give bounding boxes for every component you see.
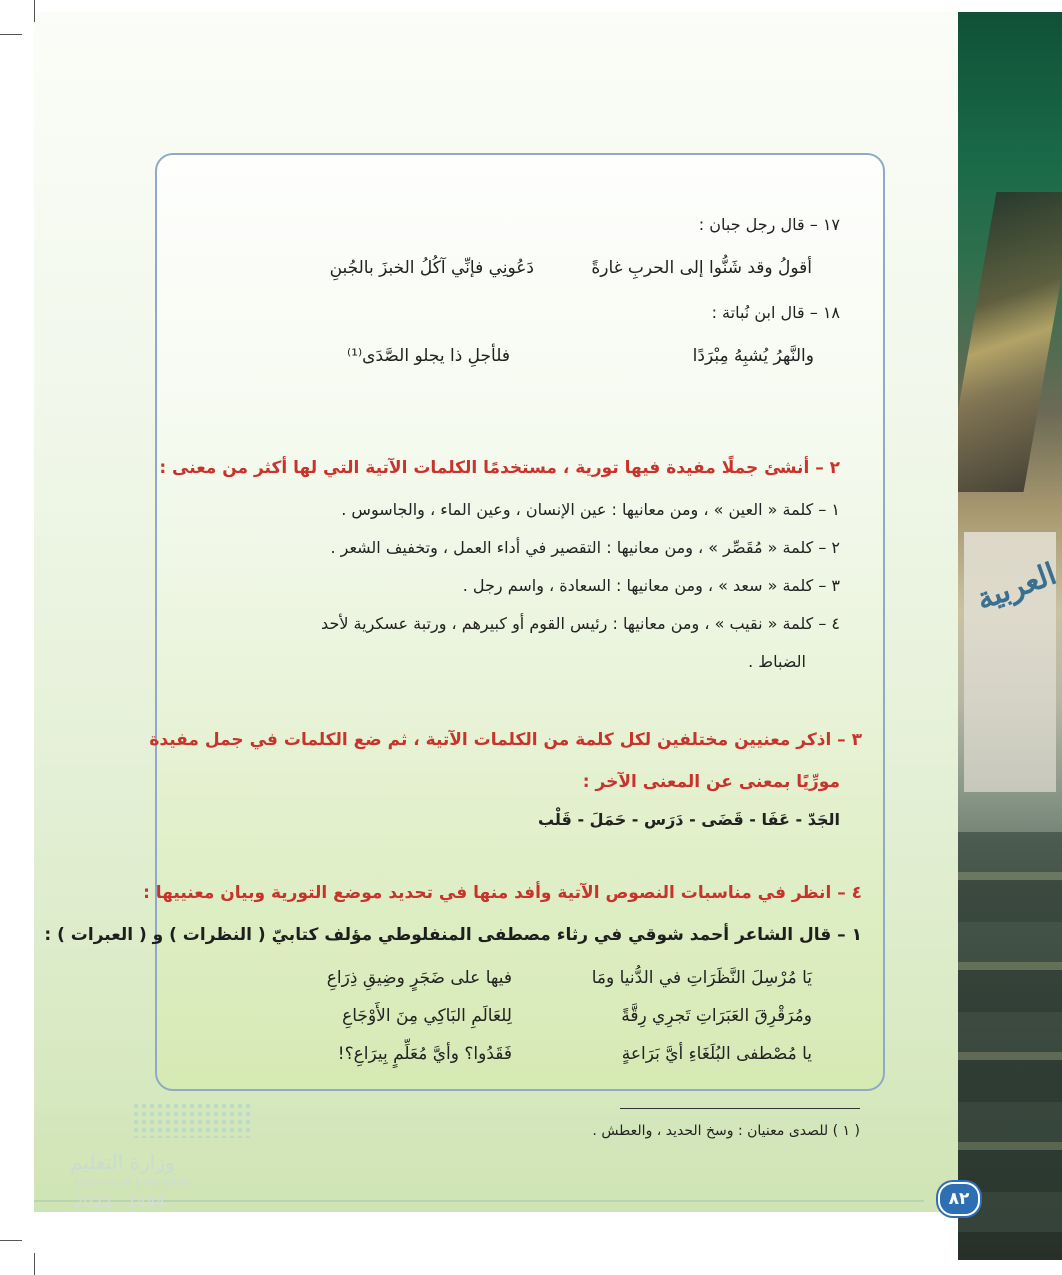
page-number: ٨٢	[938, 1182, 980, 1216]
crop-mark	[0, 1240, 22, 1241]
exercise-3-title: ٣ – اذكر معنيين مختلفين لكل كلمة من الكلمات الآتية ، ثم ضع الكلمات في جمل مفيدة	[149, 730, 862, 750]
q17-verse-first-half: أقولُ وقد شَنُّوا إلى الحربِ غارةً	[591, 258, 812, 278]
q17-intro: ١٧ – قال رجل جبان :	[698, 215, 840, 234]
exercise-3-title-continued: مورِّيًا بمعنى عن المعنى الآخر :	[582, 772, 840, 792]
exercise-4-subtitle: ١ – قال الشاعر أحمد شوقي في رثاء مصطفى المنفلوطي مؤلف كتابيّ ( النظرات ) و ( العبرات ) :	[44, 925, 862, 945]
decorative-side-image	[958, 12, 1062, 1260]
exercise-2-item: ٣ – كلمة « سعد » ، ومن معانيها : السعادة ، واسم رجل .	[462, 576, 840, 595]
exercise-2-item: ٢ – كلمة « مُقَصِّر » ، ومن معانيها : التقصير في أداء العمل ، وتخفيف الشعر .	[330, 538, 840, 557]
q17-verse-second-half: دَعُونِي فإنِّي آكُلُ الخبزَ بالجُبنِ	[329, 258, 534, 278]
crop-mark	[34, 1253, 35, 1275]
crop-mark	[34, 0, 35, 22]
q18-intro: ١٨ – قال ابن نُباتة :	[711, 303, 840, 322]
footnote-separator	[620, 1108, 860, 1109]
shawqi-verse-second-half: فَقَدُوا؟ وأيَّ مُعَلِّمٍ بِيرَاعِ؟!	[337, 1044, 512, 1064]
exercise-3-words: الجَدّ - عَفَا - قَضَى - دَرَس - حَمَلَ - قَلْب	[537, 810, 840, 829]
ministry-logo-arabic: وزارة التعليم	[70, 1150, 175, 1174]
q18-verse-second-half: فلأجلِ ذا يجلو الصَّدَى⁽¹⁾	[346, 346, 510, 366]
exercise-2-item-continuation: الضباط .	[748, 652, 806, 671]
shawqi-verse-first-half: يا مُصْطفى البُلَغَاءِ أيَّ بَرَاعةٍ	[621, 1044, 812, 1064]
shawqi-verse-first-half: ومُرَقْرِقَ العَبَرَاتِ تَجرِي رِقَّةً	[621, 1006, 812, 1026]
footer-line	[34, 1200, 924, 1202]
crop-mark	[0, 34, 22, 35]
footnote: ( ١ ) للصدى معنيان : وسخ الحديد ، والعطش .	[592, 1123, 860, 1139]
ministry-logo-year: 2022 - 1444	[74, 1193, 166, 1211]
shawqi-verse-second-half: لِلعَالَمِ البَاكِي مِنَ الأَوْجَاعِ	[342, 1006, 512, 1026]
exercise-4-title: ٤ – انظر في مناسبات النصوص الآتية وأفد منها في تحديد موضع التورية وبيان معنييها :	[143, 883, 862, 903]
books-graphic	[958, 832, 1062, 1232]
ministry-logo-english: Ministry of Education	[74, 1176, 191, 1189]
shawqi-verse-second-half: فيها على ضَجَرٍ وضِيقِ ذِرَاعِ	[326, 968, 512, 988]
ministry-logo-icon	[132, 1102, 254, 1138]
exercise-2-item: ١ – كلمة « العين » ، ومن معانيها : عين الإنسان ، وعين الماء ، والجاسوس .	[341, 500, 840, 519]
q18-verse-first-half: والنَّهرُ يُشبِهُ مِبْرَدًا	[692, 346, 814, 366]
exercise-2-title: ٢ – أنشئ جملًا مفيدة فيها تورية ، مستخدمًا الكلمات الآتية التي لها أكثر من معنى :	[159, 458, 840, 478]
side-image-label: العربية	[972, 556, 1062, 618]
shawqi-verse-first-half: يَا مُرْسِلَ النَّظَرَاتِ في الدُّنيا ومَا	[591, 968, 812, 988]
fountain-pen-icon	[958, 192, 1062, 492]
exercise-2-item: ٤ – كلمة « نقيب » ، ومن معانيها : رئيس القوم أو كبيرهم ، ورتبة عسكرية لأحد	[321, 614, 840, 633]
